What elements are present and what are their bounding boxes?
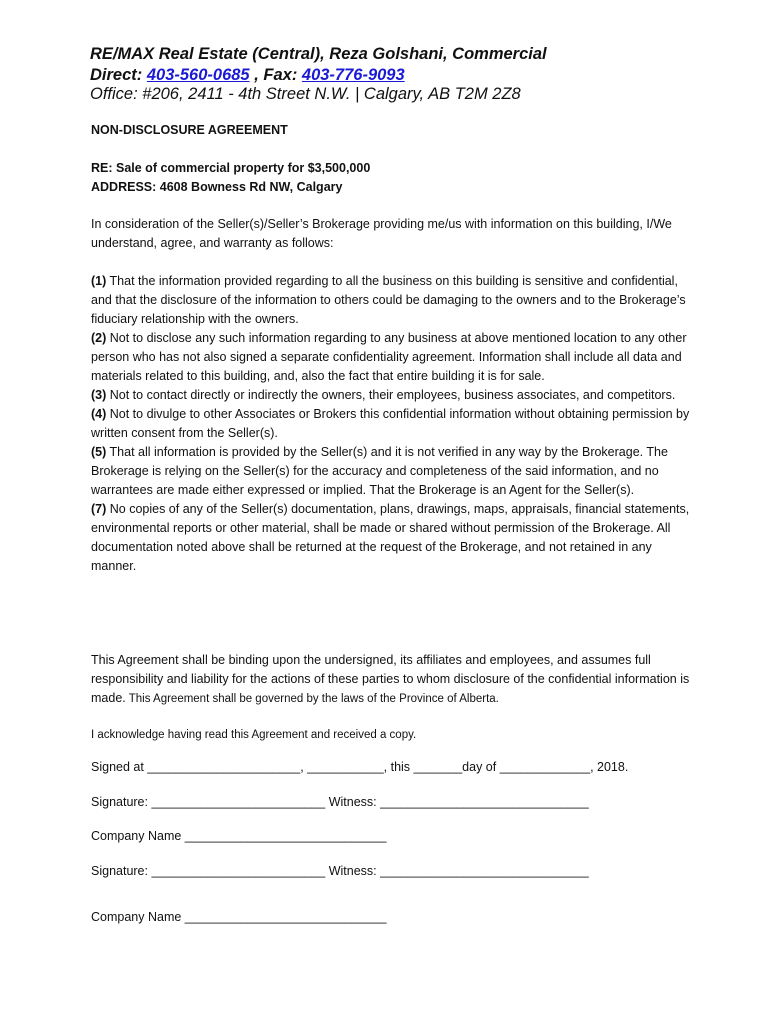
clause-item	[91, 386, 691, 405]
clauses-list	[91, 272, 691, 576]
clause-number: (5)	[91, 445, 107, 459]
acknowledge-line: I acknowledge having read this Agreement and received a copy.	[91, 729, 417, 741]
clause-number: (3)	[91, 388, 107, 402]
header-contact-line	[90, 66, 405, 85]
re-line: RE: Sale of commercial property for $3,500,000	[91, 161, 371, 175]
clause-item	[91, 329, 691, 386]
direct-phone-link[interactable]: 403-560-0685	[146, 66, 250, 84]
signature-witness-line-1: Signature: _________________________ Witness: ______________________________	[91, 795, 589, 809]
binding-text: This Agreement shall be binding upon the undersigned, its affiliates and employees, and assumes full responsibility and liability for the actions of these parties to whom disclosure of the confidential information is made.	[91, 653, 690, 705]
company-name-line-2: Company Name _____________________________	[91, 910, 387, 924]
address-line: ADDRESS: 4608 Bowness Rd NW, Calgary	[91, 180, 343, 194]
clause-item	[91, 500, 691, 576]
header-agency-line	[90, 45, 547, 64]
contact-separator: ,	[249, 66, 264, 84]
fax-phone-link[interactable]: 403-776-9093	[301, 66, 405, 84]
clause-text: Not to contact directly or indirectly the owners, their employees, business associates, and competitors.	[106, 388, 676, 402]
document-title: NON-DISCLOSURE AGREEMENT	[91, 123, 288, 137]
clause-text: Not to divulge to other Associates or Brokers this confidential information without obtaining permission by written consent from the Seller(s).	[91, 407, 690, 440]
clause-item	[91, 272, 691, 329]
intro-paragraph: In consideration of the Seller(s)/Seller’s Brokerage providing me/us with information on this building, I/We understand, agree, and warranty as follows:	[91, 217, 672, 250]
agency-name: RE/MAX Real Estate (Central)	[90, 45, 321, 63]
signature-witness-line-2: Signature: _________________________ Witness: ______________________________	[91, 864, 589, 878]
clause-number: (7)	[91, 502, 107, 516]
binding-paragraph	[91, 651, 691, 709]
clause-text: No copies of any of the Seller(s) documentation, plans, drawings, maps, appraisals, financial statements, environmental reports or other material, shall be made or shared without permission of the Brokerage. All documentation noted above shall be returned at the request of the Brokerage, and not retained in any manner.	[91, 502, 690, 573]
header-office-address: Office: #206, 2411 - 4th Street N.W. | Calgary, AB T2M 2Z8	[90, 85, 521, 103]
clause-text: That the information provided regarding to all the business on this building is sensitive and confidential, and that the disclosure of the information to others could be damaging to the owners and to the Brokerage’s fiduciary relationship with the owners.	[91, 274, 686, 326]
direct-label: Direct:	[90, 66, 147, 84]
clause-text: That all information is provided by the Seller(s) and it is not verified in any way by the Brokerage. The Brokerage is relying on the Seller(s) for the accuracy and completeness of the said information, and no warrantees are made either expressed or implied. That the Brokerage is an Agent for the Seller(s).	[91, 445, 668, 497]
clause-item	[91, 405, 691, 443]
fax-label: Fax:	[263, 66, 302, 84]
governing-law-text: This Agreement shall be governed by the laws of the Province of Alberta.	[125, 693, 499, 705]
clause-number: (2)	[91, 331, 107, 345]
clause-item	[91, 443, 691, 500]
company-name-line-1: Company Name _____________________________	[91, 829, 387, 843]
signed-at-line: Signed at ______________________, ___________, this _______day of _____________, 2018.	[91, 760, 629, 774]
clause-number: (1)	[91, 274, 107, 288]
clause-text: Not to disclose any such information regarding to any business at above mentioned location to any other person who has not also signed a separate confidentiality agreement. Information shall include all data and materials related to this building, and, also the fact that entire building it is for sale.	[91, 331, 687, 383]
agent-name: , Reza Golshani, Commercial	[320, 45, 547, 63]
clause-number: (4)	[91, 407, 107, 421]
